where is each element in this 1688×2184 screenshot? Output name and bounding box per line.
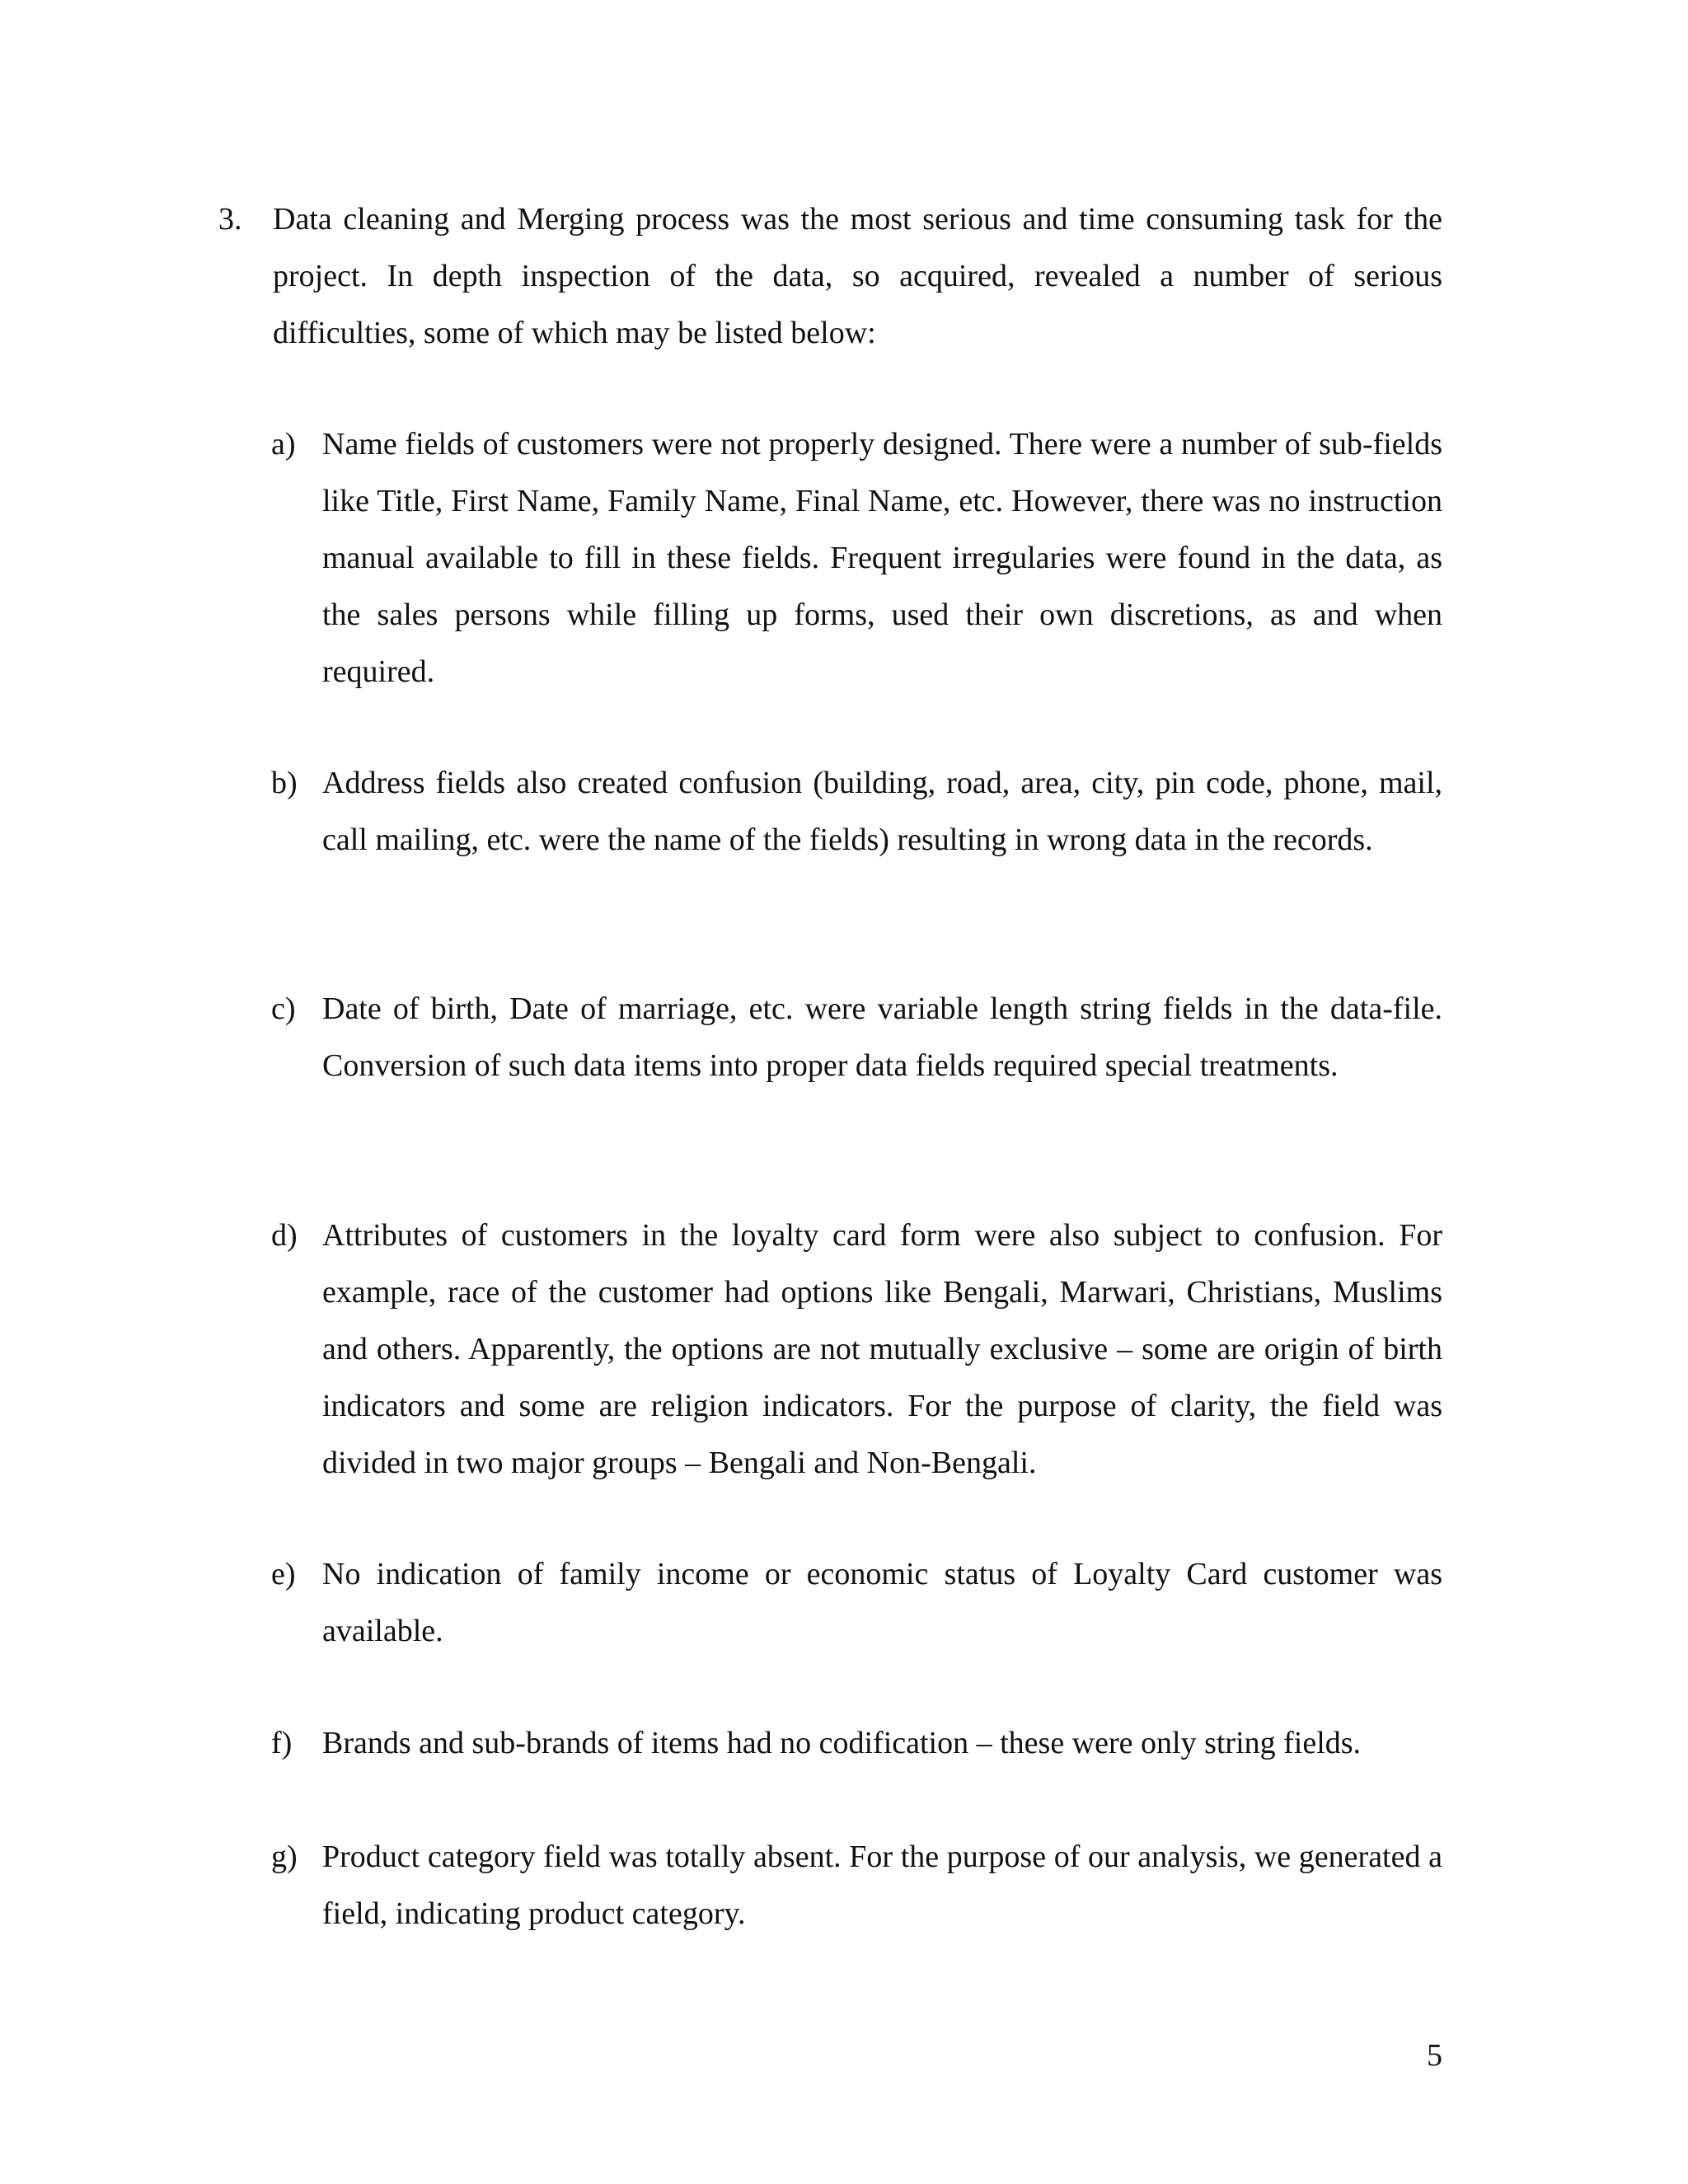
sub-item-label: e) [271, 1557, 296, 1591]
sub-item-text: Attributes of customers in the loyalty card form were also subject to confusion. For example, race of the customer had options like Bengali, Marwari, Christians, Muslims and others. Apparently, the options are not mutually exclusive – some are origin of birth indicators and some are religion indicators. For the purpose of clarity, the field was divided in two major groups – Bengali and Non-Bengali. [322, 1218, 1442, 1480]
sub-item-text: Date of birth, Date of marriage, etc. were variable length string fields in the data-file. Conversion of such data items into proper data fields required special treatments. [322, 991, 1442, 1083]
sub-item-label: d) [271, 1218, 298, 1253]
sub-item-text: Brands and sub-brands of items had no codification – these were only string fields. [322, 1726, 1362, 1760]
sub-item-text: Product category field was totally absent. For the purpose of our analysis, we generated a field, indicating product category. [322, 1840, 1442, 1931]
sub-item-text: Name fields of customers were not properly designed. There were a number of sub-fields like Title, First Name, Family Name, Final Name, etc. However, there was no instruction manual available to fill in these fields. Frequent irregularies were found in the data, as the sales persons while filling up forms, used their own discretions, as and when required. [322, 427, 1442, 689]
sub-item-label: b) [271, 766, 298, 800]
sub-item-text: No indication of family income or economic status of Loyalty Card customer was available. [322, 1557, 1442, 1648]
page-number: 5 [1427, 2038, 1442, 2073]
sub-item-label: a) [271, 427, 296, 462]
sub-item-label: c) [271, 991, 296, 1026]
sub-item-text: Address fields also created confusion (building, road, area, city, pin code, phone, mail, call mailing, etc. were the name of the fields) resulting in wrong data in the records. [322, 766, 1442, 857]
item-number: 3. [218, 202, 242, 237]
item-3-paragraph: Data cleaning and Merging process was the most serious and time consuming task for the project. In depth inspection of the data, so acquired, revealed a number of serious difficulties, some of which may be listed below: [273, 202, 1442, 350]
sub-item-label: g) [271, 1840, 298, 1874]
sub-item-label: f) [271, 1726, 293, 1760]
